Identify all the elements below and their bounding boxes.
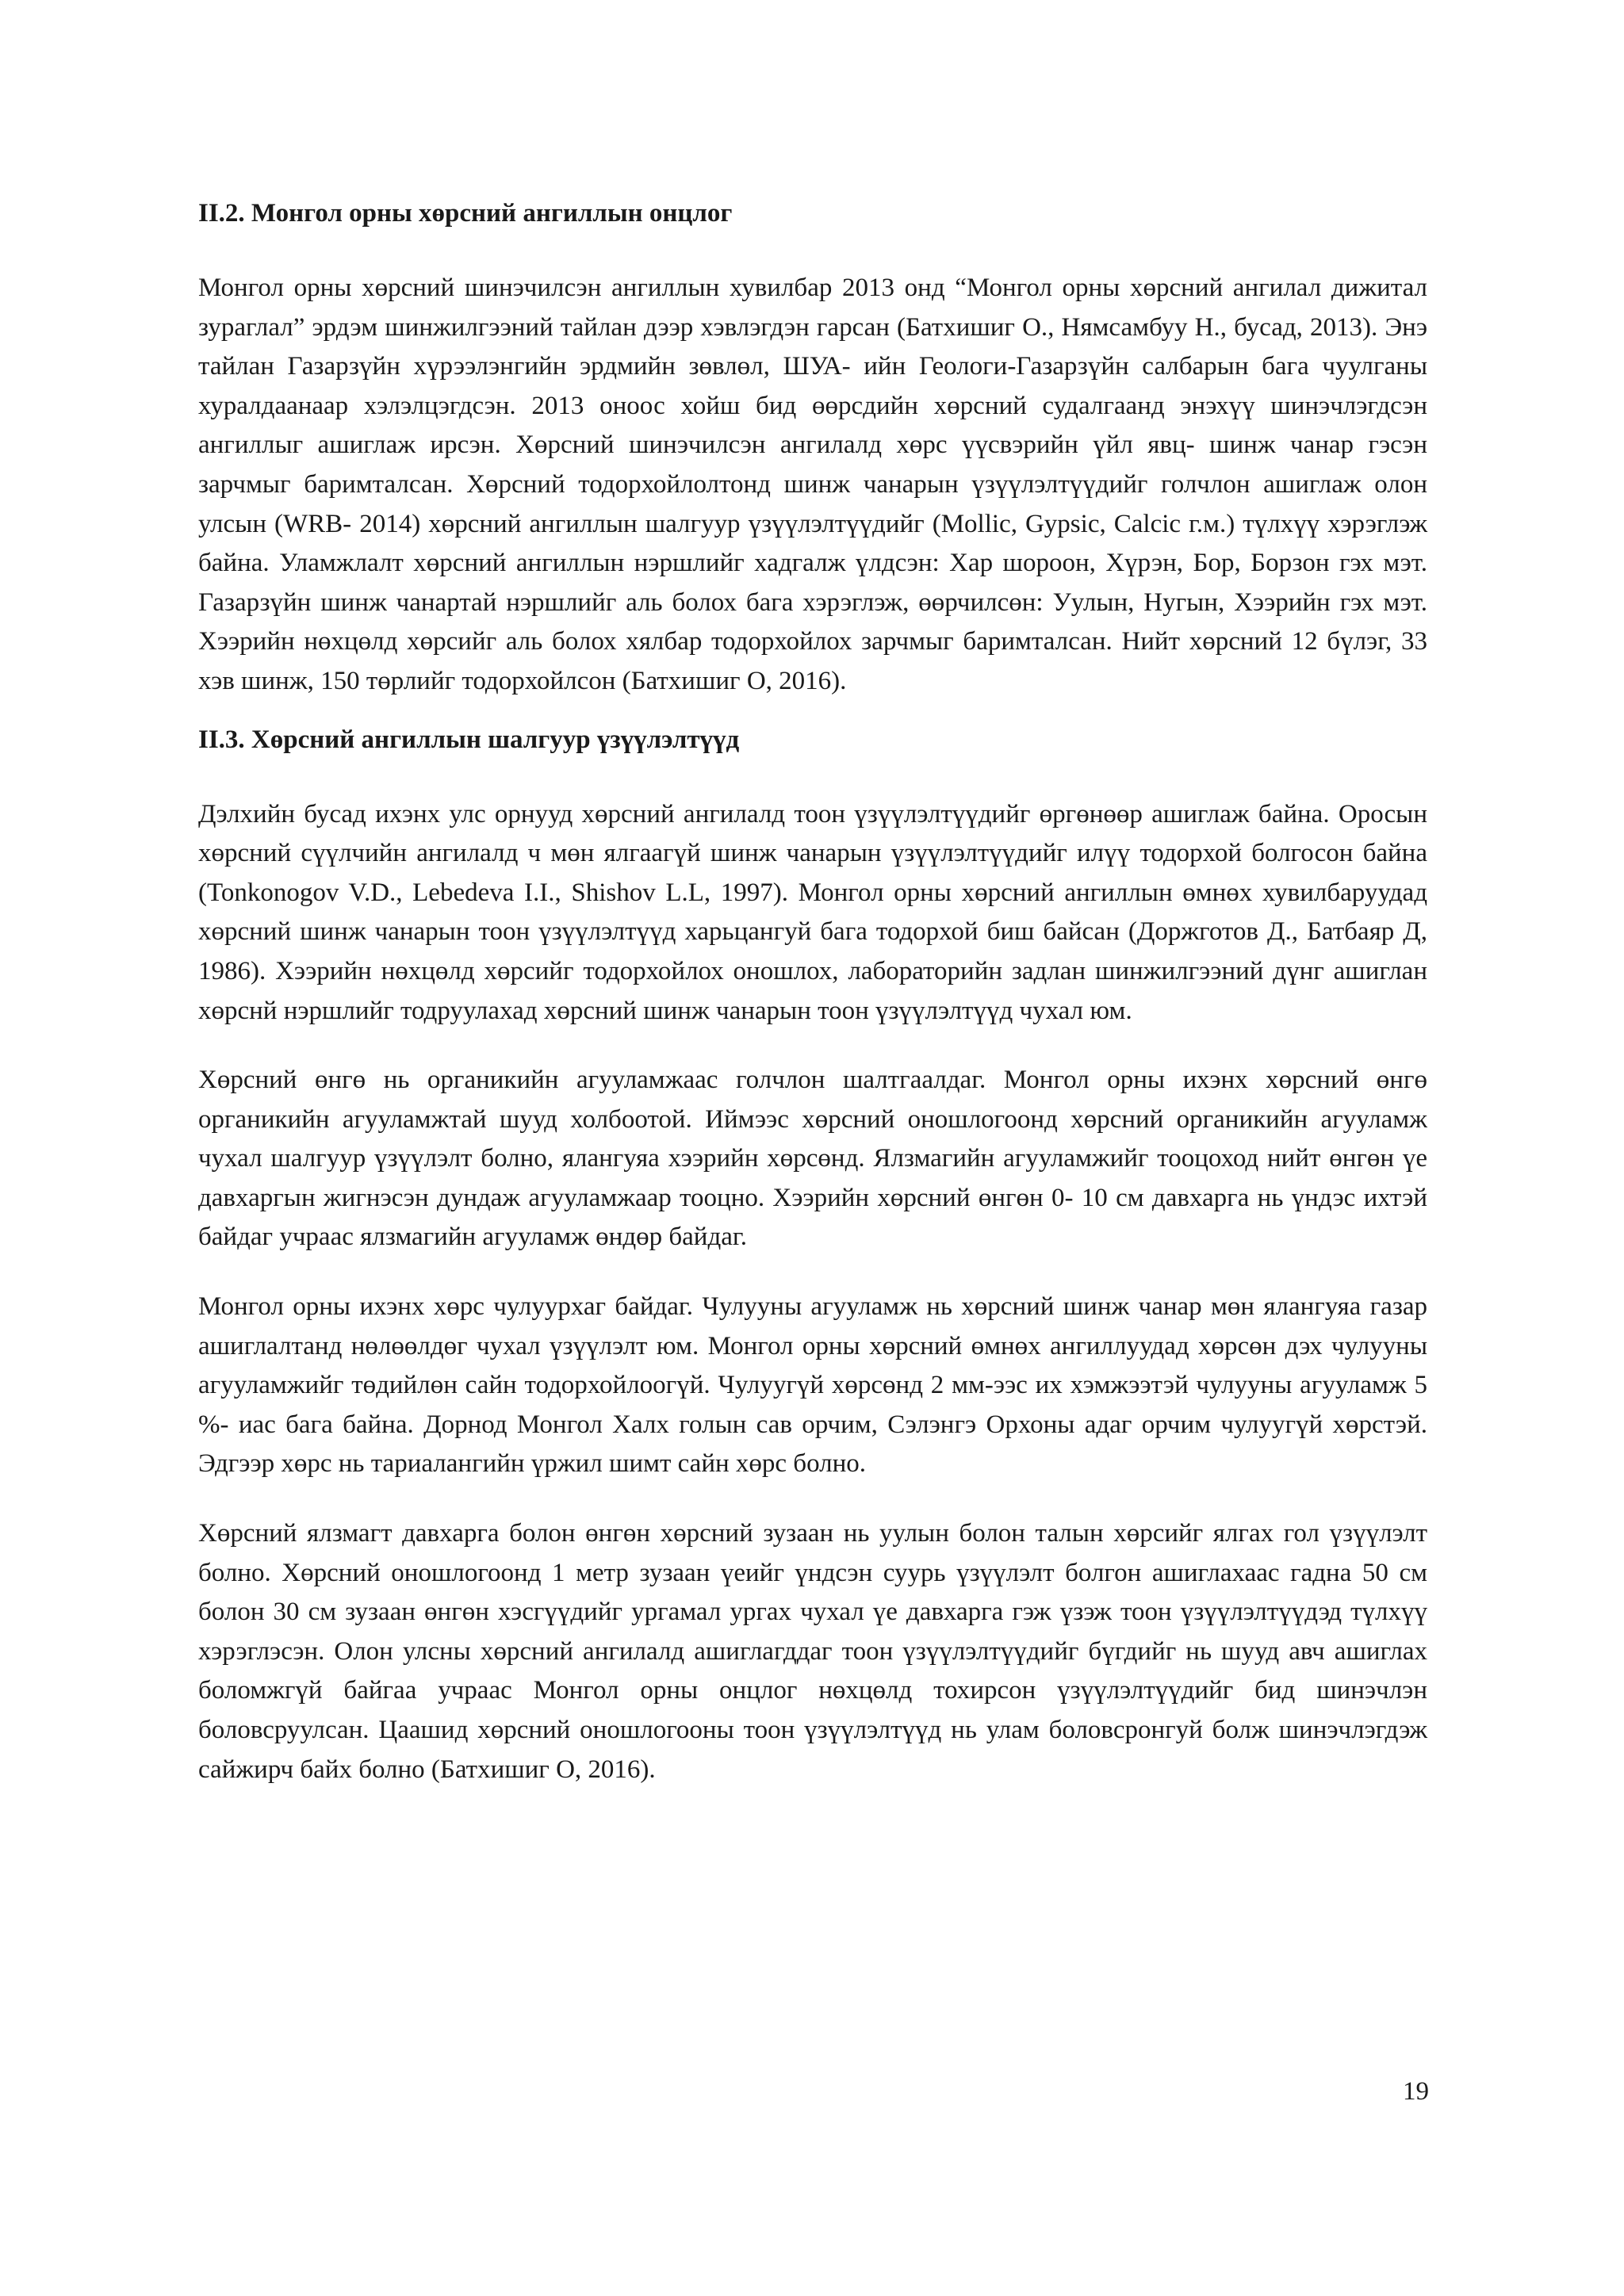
paragraph-quantitative-indicators: Дэлхийн бусад ихэнх улс орнууд хөрсний ангилалд тоон үзүүлэлтүүдийг өргөнөөр ашиглаж байна. Оросын хөрсний сүүлчийн ангилалд ч мөн ялгаагүй шинж чанарын үзүүлэлтүүдийг илүү тодорхой болгосон байна (Tonkonogov V.D., Lebedeva I.I., Shishov L.L, 1997). Монгол орны хөрсний ангиллын өмнөх хувилбаруудад хөрсний шинж чанарын тоон үзүүлэлтүүд харьцангуй бага тодорхой биш байсан (Доржготов Д., Батбаяр Д, 1986). Хээрийн нөхцөлд хөрсийг тодорхойлох оношлох, лабораторийн задлан шинжилгээний дүнг ашиглан хөрснй нэршлийг тодруулахад хөрсний шинж чанарын тоон үзүүлэлтүүд чухал юм. bbox=[198, 799, 1427, 1025]
page-number: 19 bbox=[1403, 2077, 1429, 2106]
document-page bbox=[198, 194, 1427, 1789]
paragraph-humus-thickness: Хөрсний ялзмагт давхарга болон өнгөн хөрсний зузаан нь уулын болон талын хөрсийг ялгах гол үзүүлэлт болно. Хөрсний оношлогоонд 1 метр зузаан үеийг үндсэн суурь үзүүлэлт болгон ашиглахаас гадна 50 см болон 30 см зузаан өнгөн хэсгүүдийг ургамал ургах чухал үе давхарга гэж үзэж тоон үзүүлэлтүүдэд түлхүү хэрэглэсэн. Олон улсны хөрсний ангилалд ашиглагддаг тоон үзүүлэлтүүдийг бүгдийг нь шууд авч ашиглах боломжгүй байгаа учраас Монгол орны онцлог нөхцөлд тохирсон үзүүлэлтүүдийг бид шинэчлэн боловсруулсан. Цаашид хөрсний оношлогооны тоон үзүүлэлтүүд нь улам боловсронгуй болж шинэчлэгдэж сайжирч байх болно (Батхишиг О, 2016). bbox=[198, 1519, 1427, 1784]
paragraph-stoniness: Монгол орны ихэнх хөрс чулуурхаг байдаг. Чулууны агууламж нь хөрсний шинж чанар мөн ялангуяа газар ашиглалтанд нөлөөлдөг чухал үзүүлэлт юм. Монгол орны хөрсний өмнөх ангиллуудад хөрсөн дэх чулууны агууламжийг төдийлөн сайн тодорхойлоогүй. Чулуугүй хөрсөнд 2 мм-ээс их хэмжээтэй чулууны агууламж 5 %- иас бага байна. Дорнод Монгол Халх голын сав орчим, Сэлэнгэ Орхоны адаг орчим чулуугүй хөрстэй. Эдгээр хөрс нь тариалангийн үржил шимт сайн хөрс болно. bbox=[198, 1292, 1427, 1479]
paragraph-soil-classification-overview: Монгол орны хөрсний шинэчилсэн ангиллын хувилбар 2013 онд “Монгол орны хөрсний ангилал дижитал зураглал” эрдэм шинжилгээний тайлан дээр хэвлэгдэн гарсан (Батхишиг О., Нямсамбуу Н., бусад, 2013). Энэ тайлан Газарзүйн хүрээлэнгийн эрдмийн зөвлөл, ШУА- ийн Геологи-Газарзүйн салбарын бага чуулганы хуралдаанаар хэлэлцэгдсэн. 2013 оноос хойш бид өөрсдийн хөрсний судалгаанд энэхүү шинэчлэгдсэн ангиллыг ашиглаж ирсэн. Хөрсний шинэчилсэн ангилалд хөрс үүсвэрийн үйл явц- шинж чанар гэсэн зарчмыг баримталсан. Хөрсний тодорхойлолтонд шинж чанарын үзүүлэлтүүдийг голчлон ашиглаж олон улсын (WRB- 2014) хөрсний ангиллын шалгуур үзүүлэлтүүдийг (Mollic, Gypsic, Calcic г.м.) түлхүү хэрэглэж байна. Уламжлалт хөрсний ангиллын нэршлийг хадгалж үлдсэн: Хар шороон, Хүрэн, Бор, Борзон гэх мэт. Газарзүйн шинж чанартай нэршлийг аль болох бага хэрэглэж, өөрчилсөн: Уулын, Нугын, Хээрийн гэх мэт. Хээрийн нөхцөлд хөрсийг аль болох хялбар тодорхойлох зарчмыг баримталсан. Нийт хөрсний 12 бүлэг, 33 хэв шинж, 150 төрлийг тодорхойлсон (Батхишиг О, 2016). bbox=[198, 274, 1427, 695]
section-heading-2-2: II.2. Монгол орны хөрсний ангиллын онцлог bbox=[198, 199, 733, 228]
paragraph-soil-color: Хөрсний өнгө нь органикийн агууламжаас голчлон шалтгаалдаг. Монгол орны ихэнх хөрсний өнгө органикийн агууламжтай шууд холбоотой. Иймээс хөрсний оношлогоонд хөрсний органикийн агууламж чухал шалгуур үзүүлэлт болно, ялангуяа хээрийн хөрсөнд. Ялзмагийн агууламжийг тооцоход нийт өнгөн үе давхаргын жигнэсэн дундаж агууламжаар тооцно. Хээрийн хөрсний өнгөн 0- 10 см давхарга нь үндэс ихтэй байдаг учраас ялзмагийн агууламж өндөр байдаг. bbox=[198, 1066, 1427, 1252]
section-heading-2-3: II.3. Хөрсний ангиллын шалгуур үзүүлэлтүүд bbox=[198, 725, 740, 754]
